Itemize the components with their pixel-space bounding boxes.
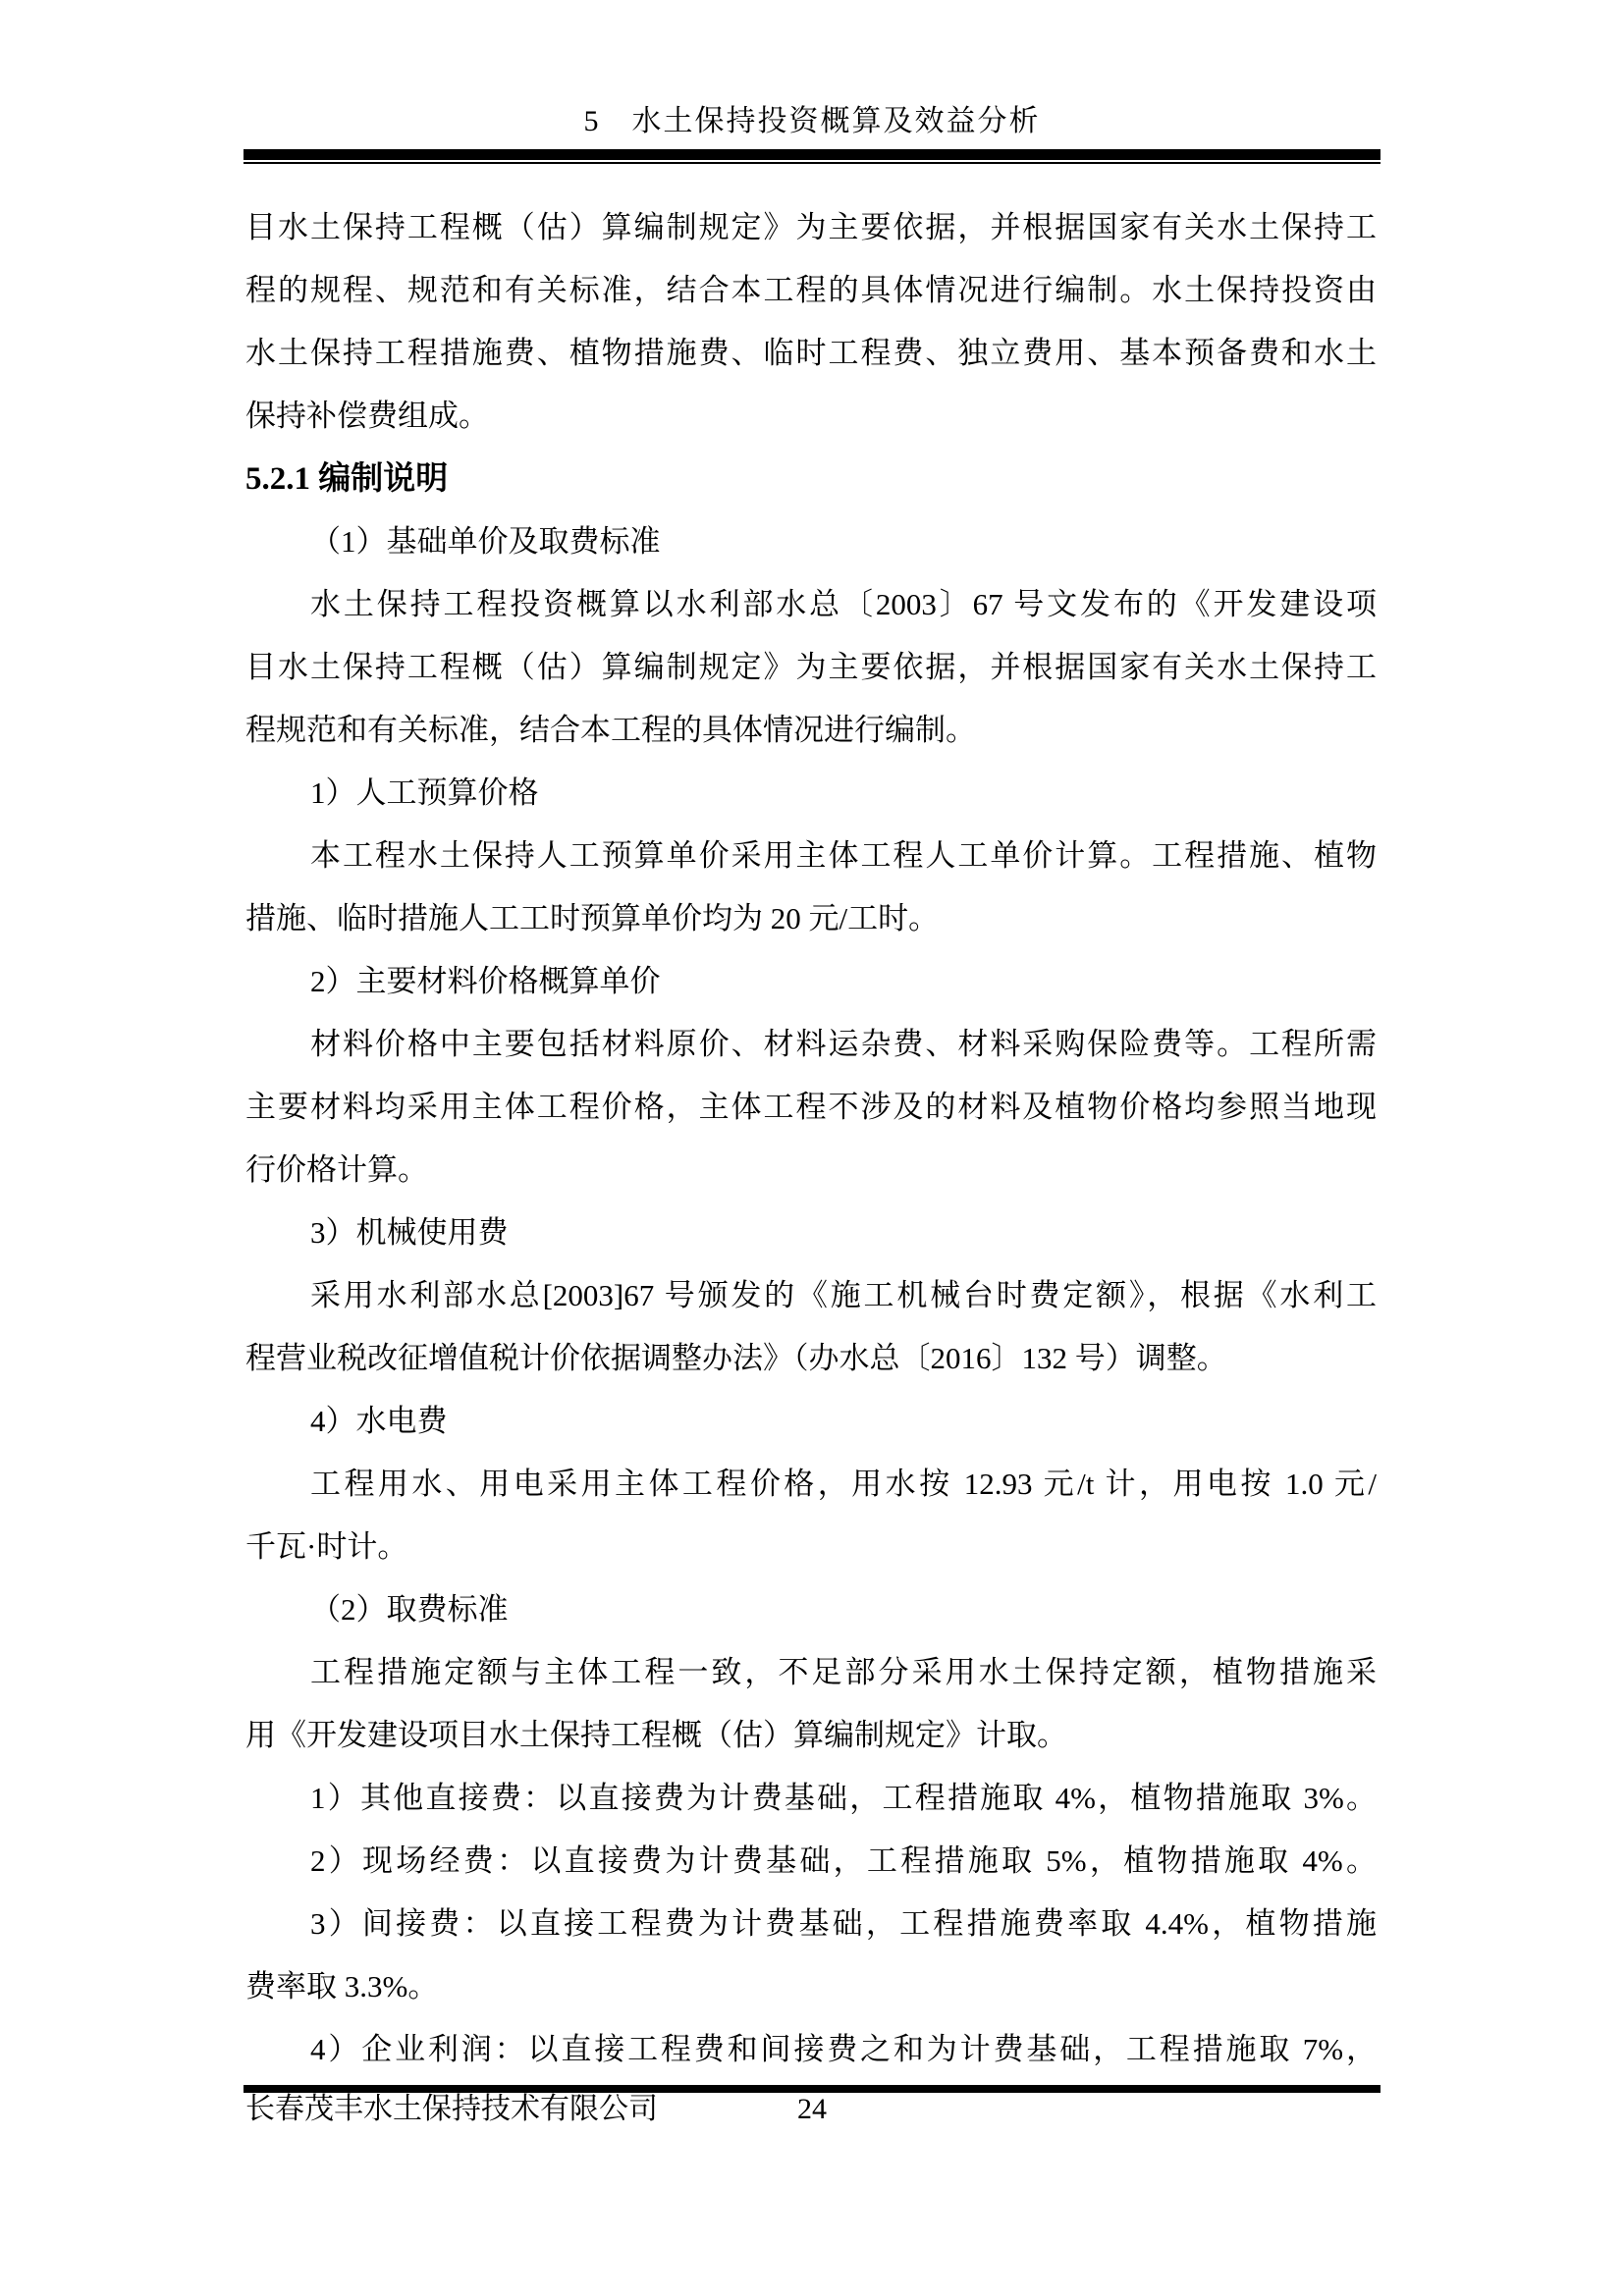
footer-company: 长春茂丰水土保持技术有限公司: [245, 2093, 658, 2125]
text-line: 1）人工预算价格: [310, 775, 539, 810]
text-line: 4）企业利润：以直接工程费和间接费之和为计费基础，工程措施取 7%，: [310, 2032, 1377, 2066]
text-line: （1）基础单价及取费标准: [310, 524, 661, 559]
page-header-title: 5 水土保持投资概算及效益分析: [583, 105, 1041, 137]
footer-page-number: 24: [797, 2093, 827, 2125]
text-line: 用《开发建设项目水土保持工程概（估）算编制规定》计取。: [245, 1718, 1067, 1752]
text-line: 千瓦·时计。: [245, 1529, 408, 1564]
header-rule-thick: [244, 149, 1380, 160]
text-line: 4）水电费: [310, 1404, 448, 1438]
text-line: 3）机械使用费: [310, 1215, 509, 1250]
text-line: （2）取费标准: [310, 1592, 509, 1627]
text-line: 措施、临时措施人工工时预算单价均为 20 元/工时。: [245, 901, 940, 935]
text-line: 程规范和有关标准，结合本工程的具体情况进行编制。: [245, 713, 976, 747]
text-line: 工程措施定额与主体工程一致，不足部分采用水土保持定额，植物措施采: [310, 1655, 1377, 1689]
text-line: 主要材料均采用主体工程价格，主体工程不涉及的材料及植物价格均参照当地现: [245, 1090, 1377, 1124]
header-rule-thin: [244, 162, 1380, 164]
text-line: 水土保持工程投资概算以水利部水总〔2003〕67 号文发布的《开发建设项: [310, 587, 1377, 621]
text-line: 2）现场经费：以直接费为计费基础，工程措施取 5%，植物措施取 4%。: [310, 1843, 1377, 1878]
text-line: 1）其他直接费：以直接费为计费基础，工程措施取 4%，植物措施取 3%。: [310, 1781, 1377, 1815]
section-heading: 5.2.1 编制说明: [245, 461, 449, 497]
text-line: 材料价格中主要包括材料原价、材料运杂费、材料采购保险费等。工程所需: [310, 1027, 1377, 1061]
text-line: 3）间接费：以直接工程费为计费基础，工程措施费率取 4.4%，植物措施: [310, 1906, 1377, 1941]
text-line: 目水土保持工程概（估）算编制规定》为主要依据，并根据国家有关水土保持工: [245, 210, 1377, 244]
text-line: 水土保持工程措施费、植物措施费、临时工程费、独立费用、基本预备费和水土: [245, 336, 1377, 370]
text-line: 费率取 3.3%。: [245, 1969, 439, 2003]
text-line: 本工程水土保持人工预算单价采用主体工程人工单价计算。工程措施、植物: [310, 838, 1377, 873]
text-line: 目水土保持工程概（估）算编制规定》为主要依据，并根据国家有关水土保持工: [245, 650, 1377, 684]
text-line: 程的规程、规范和有关标准，结合本工程的具体情况进行编制。水土保持投资由: [245, 273, 1377, 307]
text-line: 行价格计算。: [245, 1152, 428, 1187]
text-line: 采用水利部水总[2003]67 号颁发的《施工机械台时费定额》，根据《水利工: [310, 1278, 1377, 1312]
text-line: 工程用水、用电采用主体工程价格，用水按 12.93 元/t 计，用电按 1.0 元/: [310, 1467, 1377, 1501]
text-line: 保持补偿费组成。: [245, 399, 489, 433]
document-body: [245, 196, 1377, 2081]
text-line: 程营业税改征增值税计价依据调整办法》（办水总〔2016〕132 号）调整。: [245, 1341, 1227, 1375]
text-line: 2）主要材料价格概算单价: [310, 964, 661, 998]
footer-rule: [244, 2085, 1380, 2093]
